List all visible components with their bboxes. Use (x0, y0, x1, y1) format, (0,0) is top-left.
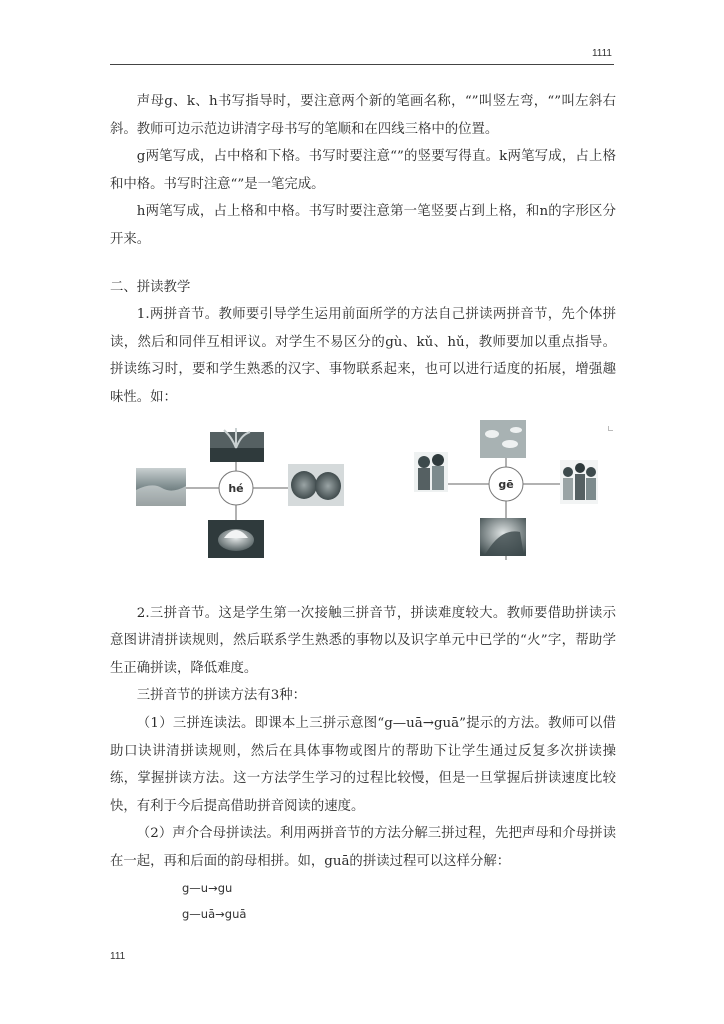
photo-family (560, 460, 598, 504)
paragraph-three-methods: 三拼音节的拼读方法有3种： (136, 688, 307, 704)
paragraph-method-1: （1）三拼连读法。即课本上三拼示意图“g—uā→guā”提示的方法。教师可以借助口诀讲清拼读规则，然后在具体事物或图片的帮助下让学生通过反复多次拼读操练，掌握拼读方法。这一方法学生学习的过程比较慢，但是一旦掌握后拼读速度比较快，有利于今后提高借助拼音阅读的速度。 (110, 715, 616, 814)
formula-2: g—uā→guā (182, 907, 247, 922)
label-he: hé (228, 481, 244, 495)
photo-siblings (414, 452, 448, 492)
formula-1: g—u→gu (182, 881, 233, 896)
photo-doves (480, 420, 526, 458)
header-rule (110, 64, 614, 65)
photo-singer (480, 518, 526, 556)
paragraph-method-2: （2）声介合母拼读法。利用两拼音节的方法分解三拼过程，先把声母和介母拼读在一起，再和后面的韵母相拼。如，guā的拼读过程可以这样分解： (110, 826, 616, 869)
figure-he (132, 420, 352, 590)
photo-lotus (208, 520, 264, 558)
figure-he-graphic (132, 420, 352, 590)
document-body (110, 88, 616, 927)
footer-page-number: 111 (110, 951, 126, 962)
header-page-number: 1111 (591, 48, 612, 59)
paragraph-writing-guide: 声母g、k、h书写指导时，要注意两个新的笔画名称，“”叫竖左弯，“”叫左斜右斜。教师可边示范边讲清字母书写的笔顺和在四线三格中的位置。 (110, 94, 616, 137)
paragraph-three-part-syllables: 2.三拼音节。这是学生第一次接触三拼音节，拼读难度较大。教师要借助拼读示意图讲清拼读规则，然后联系学生熟悉的事物以及识字单元中已学的“火”字，帮助学生正确拼读，降低难度。 (110, 605, 616, 676)
label-ge: gē (498, 477, 514, 491)
figure-ge-graphic (410, 420, 600, 590)
photo-walnuts (288, 464, 344, 506)
illustration-area (110, 420, 616, 590)
paragraph-h-writing: h两笔写成，占上格和中格。书写时要注意第一笔竖要占到上格，和n的字形区分开来。 (110, 204, 616, 247)
paragraph-two-part-syllables: 1.两拼音节。教师要引导学生运用前面所学的方法自己拼读两拼音节，先个体拼读，然后和同伴互相评议。对学生不易区分的gù、kǔ、hǔ，教师要加以重点指导。拼读练习时，要和学生熟悉的汉字、事物联系起来，也可以进行适度的拓展，增强趣味性。如： (110, 307, 616, 405)
section-title: 二、拼读教学 (110, 279, 191, 295)
paragraph-g-k-writing: g两笔写成，占中格和下格。书写时要注意“”的竖要写得直。k两笔写成，占上格和中格。书写时注意“”是一笔完成。 (110, 149, 616, 192)
photo-grass (210, 428, 264, 462)
figure-ge (410, 420, 600, 590)
